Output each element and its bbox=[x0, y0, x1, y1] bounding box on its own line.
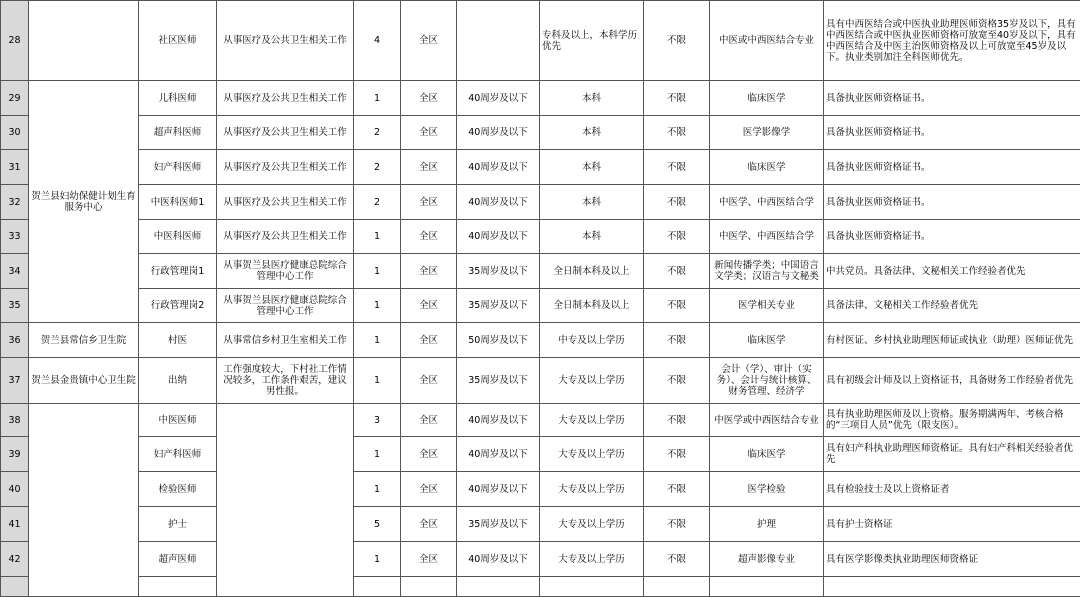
row-number: 35 bbox=[1, 289, 29, 323]
major: 中医学、中西医结合学 bbox=[710, 185, 824, 220]
row-number: 36 bbox=[1, 323, 29, 358]
requirements: 具有检验技士及以上资格证者 bbox=[824, 472, 1080, 507]
table-row bbox=[1, 116, 1080, 150]
post-name: 检验医师 bbox=[139, 472, 217, 507]
table-row bbox=[1, 404, 1080, 437]
degree: 不限 bbox=[644, 185, 710, 220]
post-type: 工作强度较大，下村社工作情况较多，工作条件艰苦，建议男性报。 bbox=[217, 358, 354, 404]
recruit-count: 5 bbox=[354, 507, 401, 542]
recruit-area: 全区 bbox=[401, 116, 457, 150]
row-number: 29 bbox=[1, 81, 29, 116]
age-limit: 40周岁及以下 bbox=[457, 472, 540, 507]
degree: 不限 bbox=[644, 472, 710, 507]
recruit-area: 全区 bbox=[401, 323, 457, 358]
degree: 不限 bbox=[644, 81, 710, 116]
recruit-count bbox=[354, 577, 401, 597]
row-number: 42 bbox=[1, 542, 29, 577]
post-name: 妇产科医师 bbox=[139, 150, 217, 185]
requirements bbox=[824, 577, 1080, 597]
post-name: 超声医师 bbox=[139, 542, 217, 577]
age-limit: 35周岁及以下 bbox=[457, 507, 540, 542]
age-limit: 40周岁及以下 bbox=[457, 437, 540, 472]
major: 新闻传播学类；中国语言文学类；汉语言与文秘类 bbox=[710, 254, 824, 289]
education: 中专及以上学历 bbox=[540, 323, 644, 358]
recruit-count: 4 bbox=[354, 1, 401, 81]
table-row bbox=[1, 289, 1080, 323]
education: 本科 bbox=[540, 150, 644, 185]
row-number: 39 bbox=[1, 437, 29, 472]
age-limit: 35周岁及以下 bbox=[457, 254, 540, 289]
post-type-cell bbox=[217, 404, 354, 597]
recruit-count: 2 bbox=[354, 150, 401, 185]
education: 大专及以上学历 bbox=[540, 404, 644, 437]
education: 大专及以上学历 bbox=[540, 542, 644, 577]
degree: 不限 bbox=[644, 437, 710, 472]
recruit-count: 3 bbox=[354, 404, 401, 437]
age-limit bbox=[457, 577, 540, 597]
recruit-area: 全区 bbox=[401, 81, 457, 116]
age-limit: 40周岁及以下 bbox=[457, 116, 540, 150]
post-type: 从事贺兰县医疗健康总院综合管理中心工作 bbox=[217, 289, 354, 323]
row-number: 41 bbox=[1, 507, 29, 542]
post-name: 超声科医师 bbox=[139, 116, 217, 150]
table-row bbox=[1, 437, 1080, 472]
requirements: 具有医学影像类执业助理医师资格证 bbox=[824, 542, 1080, 577]
recruit-area: 全区 bbox=[401, 507, 457, 542]
post-name: 中医科医师 bbox=[139, 220, 217, 254]
recruit-area: 全区 bbox=[401, 542, 457, 577]
recruit-area: 全区 bbox=[401, 220, 457, 254]
major: 会计（学）、审计（实务）、会计与统计核算、财务管理、经济学 bbox=[710, 358, 824, 404]
recruit-area: 全区 bbox=[401, 254, 457, 289]
requirements: 具有执业助理医师及以上资格。服务期满两年、考核合格的“三项目人员”优先（限支医）。 bbox=[824, 404, 1080, 437]
recruit-area: 全区 bbox=[401, 185, 457, 220]
recruit-area: 全区 bbox=[401, 150, 457, 185]
table-row bbox=[1, 150, 1080, 185]
table-row bbox=[1, 220, 1080, 254]
table-row bbox=[1, 81, 1080, 116]
table-row bbox=[1, 323, 1080, 358]
recruit-area: 全区 bbox=[401, 1, 457, 81]
education: 大专及以上学历 bbox=[540, 507, 644, 542]
degree: 不限 bbox=[644, 323, 710, 358]
post-type: 从事贺兰县医疗健康总院综合管理中心工作 bbox=[217, 254, 354, 289]
recruit-count: 1 bbox=[354, 358, 401, 404]
education: 专科及以上，本科学历优先 bbox=[540, 1, 644, 81]
row-number: 40 bbox=[1, 472, 29, 507]
education: 大专及以上学历 bbox=[540, 437, 644, 472]
row-number: 37 bbox=[1, 358, 29, 404]
recruit-area: 全区 bbox=[401, 358, 457, 404]
recruit-count: 2 bbox=[354, 185, 401, 220]
major: 医学影像学 bbox=[710, 116, 824, 150]
recruit-area bbox=[401, 577, 457, 597]
education bbox=[540, 577, 644, 597]
degree: 不限 bbox=[644, 507, 710, 542]
table-row bbox=[1, 1, 1080, 81]
row-number: 34 bbox=[1, 254, 29, 289]
table-row bbox=[1, 507, 1080, 542]
post-name: 儿科医师 bbox=[139, 81, 217, 116]
age-limit: 35周岁及以下 bbox=[457, 358, 540, 404]
post-type: 从事医疗及公共卫生相关工作 bbox=[217, 81, 354, 116]
recruit-area: 全区 bbox=[401, 472, 457, 507]
row-number: 28 bbox=[1, 1, 29, 81]
table-row bbox=[1, 185, 1080, 220]
education: 本科 bbox=[540, 220, 644, 254]
degree: 不限 bbox=[644, 542, 710, 577]
recruit-count: 2 bbox=[354, 116, 401, 150]
age-limit: 50周岁及以下 bbox=[457, 323, 540, 358]
recruit-count: 1 bbox=[354, 472, 401, 507]
major: 超声影像专业 bbox=[710, 542, 824, 577]
post-type: 从事医疗及公共卫生相关工作 bbox=[217, 185, 354, 220]
requirements: 具备执业医师资格证书。 bbox=[824, 116, 1080, 150]
row-number bbox=[1, 577, 29, 597]
degree: 不限 bbox=[644, 1, 710, 81]
major: 临床医学 bbox=[710, 437, 824, 472]
major: 中医学或中西医结合专业 bbox=[710, 404, 824, 437]
degree: 不限 bbox=[644, 116, 710, 150]
age-limit: 40周岁及以下 bbox=[457, 404, 540, 437]
table-row bbox=[1, 254, 1080, 289]
degree: 不限 bbox=[644, 220, 710, 254]
table-row bbox=[1, 358, 1080, 404]
major: 医学相关专业 bbox=[710, 289, 824, 323]
major: 临床医学 bbox=[710, 81, 824, 116]
post-name: 行政管理岗1 bbox=[139, 254, 217, 289]
post-type: 从事医疗及公共卫生相关工作 bbox=[217, 1, 354, 81]
requirements: 具有中西医结合或中医执业助理医师资格35岁及以下，具有中西医结合或中医执业医师资格可放宽至40岁及以下，具有中西医结合及中医主治医师资格及以上可放宽至45岁及以下。执业类别加注全科医师优先。 bbox=[824, 1, 1080, 81]
requirements: 具备法律、文秘相关工作经验者优先 bbox=[824, 289, 1080, 323]
recruit-count: 1 bbox=[354, 220, 401, 254]
degree: 不限 bbox=[644, 150, 710, 185]
post-type: 从事医疗及公共卫生相关工作 bbox=[217, 116, 354, 150]
post-type: 从事医疗及公共卫生相关工作 bbox=[217, 150, 354, 185]
post-name bbox=[139, 577, 217, 597]
requirements: 具备执业医师资格证书。 bbox=[824, 185, 1080, 220]
recruit-count: 1 bbox=[354, 542, 401, 577]
education: 全日制本科及以上 bbox=[540, 254, 644, 289]
age-limit: 40周岁及以下 bbox=[457, 185, 540, 220]
row-number: 33 bbox=[1, 220, 29, 254]
major bbox=[710, 577, 824, 597]
post-name: 中医科医师1 bbox=[139, 185, 217, 220]
post-name: 中医医师 bbox=[139, 404, 217, 437]
requirements: 有村医证、乡村执业助理医师证或执业（助理）医师证优先 bbox=[824, 323, 1080, 358]
age-limit: 40周岁及以下 bbox=[457, 150, 540, 185]
requirements: 具备执业医师资格证书。 bbox=[824, 220, 1080, 254]
age-limit bbox=[457, 1, 540, 81]
unit-cell bbox=[29, 1, 139, 81]
education: 本科 bbox=[540, 116, 644, 150]
row-number: 31 bbox=[1, 150, 29, 185]
table-row bbox=[1, 577, 1080, 597]
post-name: 出纳 bbox=[139, 358, 217, 404]
recruit-count: 1 bbox=[354, 289, 401, 323]
recruit-area: 全区 bbox=[401, 289, 457, 323]
recruit-count: 1 bbox=[354, 323, 401, 358]
education: 大专及以上学历 bbox=[540, 472, 644, 507]
post-name: 行政管理岗2 bbox=[139, 289, 217, 323]
post-name: 护士 bbox=[139, 507, 217, 542]
age-limit: 40周岁及以下 bbox=[457, 220, 540, 254]
recruit-count: 1 bbox=[354, 254, 401, 289]
major: 医学检验 bbox=[710, 472, 824, 507]
unit-name: 贺兰县金贵镇中心卫生院 bbox=[29, 358, 139, 404]
education: 大专及以上学历 bbox=[540, 358, 644, 404]
post-type: 从事医疗及公共卫生相关工作 bbox=[217, 220, 354, 254]
degree: 不限 bbox=[644, 254, 710, 289]
unit-cell bbox=[29, 404, 139, 597]
table-row bbox=[1, 472, 1080, 507]
degree: 不限 bbox=[644, 404, 710, 437]
major: 护理 bbox=[710, 507, 824, 542]
post-name: 妇产科医师 bbox=[139, 437, 217, 472]
requirements: 具备执业医师资格证书。 bbox=[824, 81, 1080, 116]
requirements: 具有护士资格证 bbox=[824, 507, 1080, 542]
row-number: 30 bbox=[1, 116, 29, 150]
degree: 不限 bbox=[644, 289, 710, 323]
post-name: 社区医师 bbox=[139, 1, 217, 81]
requirements: 具有初级会计师及以上资格证书，具备财务工作经验者优先 bbox=[824, 358, 1080, 404]
requirements: 中共党员。具备法律、文秘相关工作经验者优先 bbox=[824, 254, 1080, 289]
post-type: 从事常信乡村卫生室相关工作 bbox=[217, 323, 354, 358]
recruit-count: 1 bbox=[354, 81, 401, 116]
recruit-area: 全区 bbox=[401, 404, 457, 437]
unit-name: 贺兰县常信乡卫生院 bbox=[29, 323, 139, 358]
recruit-area: 全区 bbox=[401, 437, 457, 472]
recruit-count: 1 bbox=[354, 437, 401, 472]
row-number: 32 bbox=[1, 185, 29, 220]
unit-name: 贺兰县妇幼保健计划生育服务中心 bbox=[29, 81, 139, 323]
post-name: 村医 bbox=[139, 323, 217, 358]
major: 中医或中西医结合专业 bbox=[710, 1, 824, 81]
age-limit: 35周岁及以下 bbox=[457, 289, 540, 323]
education: 全日制本科及以上 bbox=[540, 289, 644, 323]
age-limit: 40周岁及以下 bbox=[457, 81, 540, 116]
degree: 不限 bbox=[644, 358, 710, 404]
major: 临床医学 bbox=[710, 323, 824, 358]
age-limit: 40周岁及以下 bbox=[457, 542, 540, 577]
row-number: 38 bbox=[1, 404, 29, 437]
table-row bbox=[1, 542, 1080, 577]
major: 临床医学 bbox=[710, 150, 824, 185]
education: 本科 bbox=[540, 81, 644, 116]
requirements: 具备执业医师资格证书。 bbox=[824, 150, 1080, 185]
degree bbox=[644, 577, 710, 597]
requirements: 具有妇产科执业助理医师资格证。具有妇产科相关经验者优先 bbox=[824, 437, 1080, 472]
major: 中医学、中西医结合学 bbox=[710, 220, 824, 254]
education: 本科 bbox=[540, 185, 644, 220]
